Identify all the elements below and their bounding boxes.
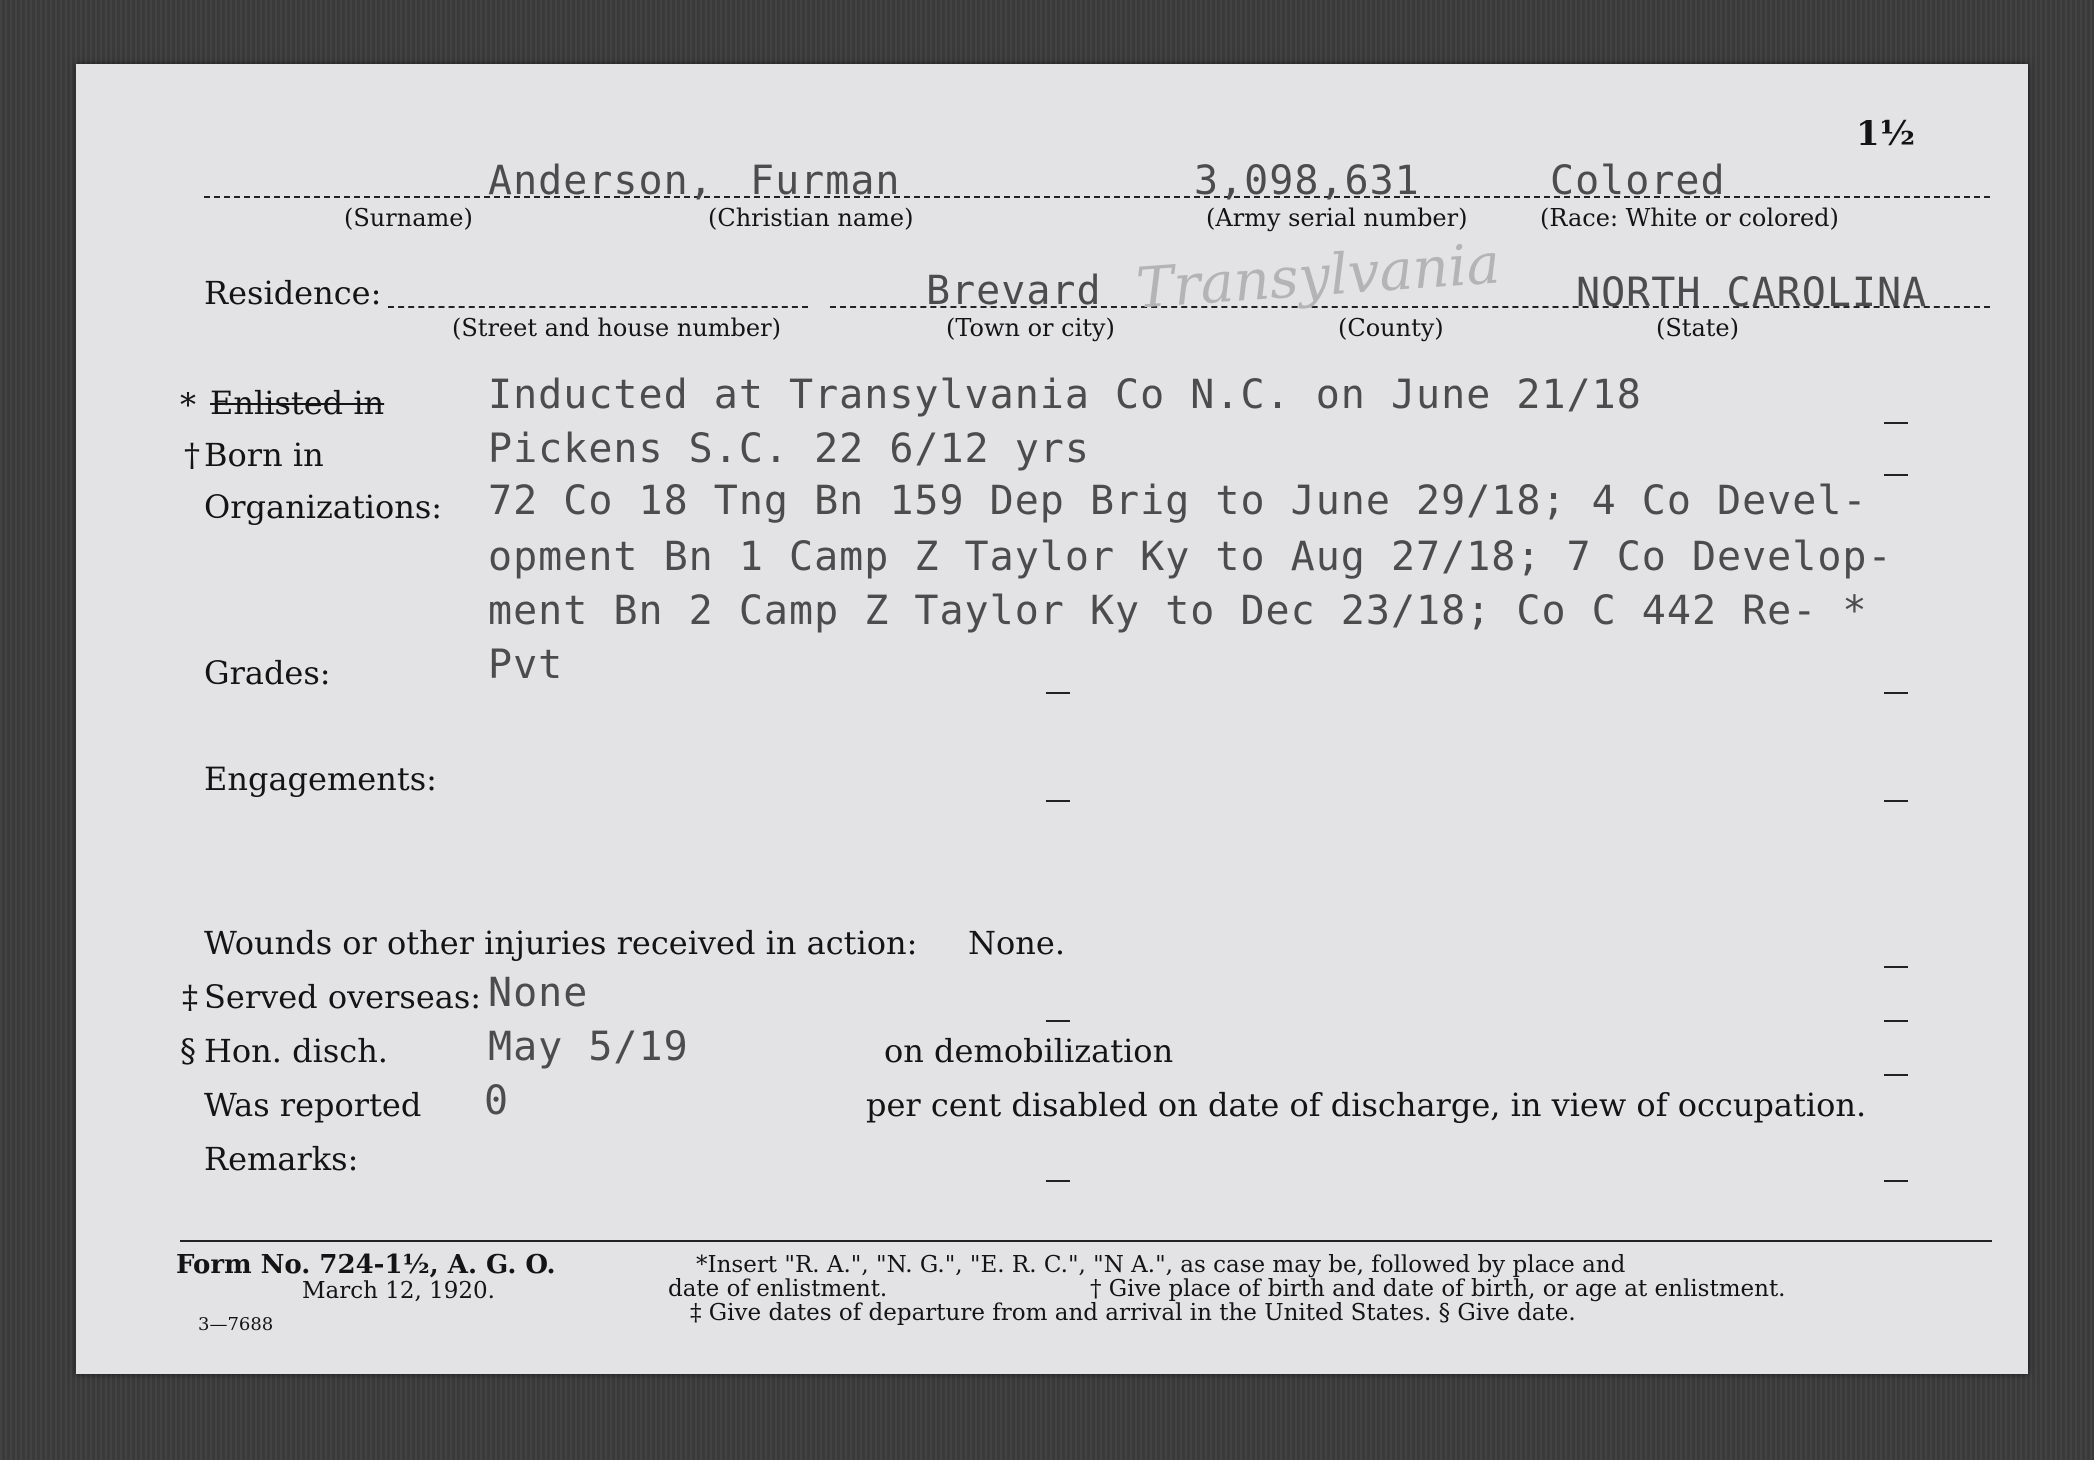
state-caption: (State) (1656, 314, 1739, 342)
card-number: 1½ (1856, 114, 1916, 154)
service-record-card (76, 64, 2028, 1374)
engagements-mark-mid (1046, 800, 1070, 802)
serial-number-caption: (Army serial number) (1206, 204, 1468, 232)
form-number: Form No. 724-1½, A. G. O. (176, 1250, 556, 1280)
born-dagger: † (184, 436, 200, 474)
christian-name-caption: (Christian name) (708, 204, 914, 232)
overseas-value: None (488, 970, 589, 1016)
grades-label: Grades: (204, 654, 331, 692)
town-caption: (Town or city) (946, 314, 1115, 342)
wounds-label: Wounds or other injuries received in action: (204, 924, 918, 962)
reported-value: 0 (484, 1078, 510, 1124)
footnote-2b: † Give place of birth and date of birth, or age at enlistment. (1090, 1276, 1786, 1302)
surname-caption: (Surname) (344, 204, 473, 232)
footnote-1: *Insert "R. A.", "N. G.", "E. R. C.", "N A.", as case may be, followed by place and (696, 1252, 1626, 1278)
disch-reason: on demobilization (884, 1032, 1174, 1070)
engagements-mark-right (1884, 800, 1908, 802)
remarks-mark-mid (1046, 1180, 1070, 1182)
street-caption: (Street and house number) (452, 314, 781, 342)
serial-number-value: 3,098,631 (1194, 158, 1420, 204)
form-date: March 12, 1920. (302, 1278, 495, 1304)
organizations-line-3: ment Bn 2 Camp Z Taylor Ky to Dec 23/18; Co C 442 Re- * (488, 588, 1868, 634)
town-value: Brevard (926, 268, 1102, 314)
engagements-label: Engagements: (204, 760, 437, 798)
remarks-label: Remarks: (204, 1140, 359, 1178)
enlisted-asterisk: * (180, 386, 196, 424)
grades-value: Pvt (488, 642, 564, 688)
county-caption: (County) (1338, 314, 1444, 342)
enlisted-mark (1884, 422, 1908, 424)
race-value: Colored (1550, 158, 1726, 204)
street-line (388, 306, 808, 308)
residence-label: Residence: (204, 274, 382, 312)
footnote-3: ‡ Give dates of departure from and arrival in the United States. § Give date. (690, 1300, 1576, 1326)
grades-mark-mid (1046, 692, 1070, 694)
organizations-line-2: opment Bn 1 Camp Z Taylor Ky to Aug 27/18; 7 Co Develop- (488, 534, 1893, 580)
county-value: Transylvania (1134, 231, 1503, 322)
born-mark (1884, 474, 1908, 476)
overseas-label: Served overseas: (204, 978, 482, 1016)
christian-name-value: Furman (750, 158, 901, 204)
footer-rule (180, 1240, 1992, 1242)
disch-marker: § (180, 1032, 196, 1070)
organizations-label: Organizations: (204, 488, 443, 526)
disch-mark (1884, 1074, 1908, 1076)
organizations-line-1: 72 Co 18 Tng Bn 159 Dep Brig to June 29/18; 4 Co Devel- (488, 478, 1868, 524)
remarks-mark-right (1884, 1180, 1908, 1182)
state-value: NORTH CAROLINA (1576, 270, 1928, 316)
born-label: Born in (204, 436, 324, 474)
wounds-mark (1884, 966, 1908, 968)
enlisted-label: Enlisted in (210, 384, 385, 422)
reported-text: per cent disabled on date of discharge, in view of occupation. (866, 1086, 1867, 1124)
grades-mark-right (1884, 692, 1908, 694)
overseas-mark-right (1884, 1020, 1908, 1022)
race-caption: (Race: White or colored) (1540, 204, 1839, 232)
surname-value: Anderson, (488, 158, 714, 204)
print-code: 3—7688 (198, 1314, 274, 1335)
overseas-marker: ‡ (182, 978, 198, 1016)
reported-label: Was reported (204, 1086, 422, 1124)
overseas-mark-mid (1046, 1020, 1070, 1022)
enlisted-value: Inducted at Transylvania Co N.C. on June 21/18 (488, 372, 1642, 418)
disch-label: Hon. disch. (204, 1032, 388, 1070)
born-value: Pickens S.C. 22 6/12 yrs (488, 426, 1090, 472)
footnote-2a: date of enlistment. (668, 1276, 888, 1302)
disch-date: May 5/19 (488, 1024, 689, 1070)
wounds-value: None. (968, 924, 1065, 962)
